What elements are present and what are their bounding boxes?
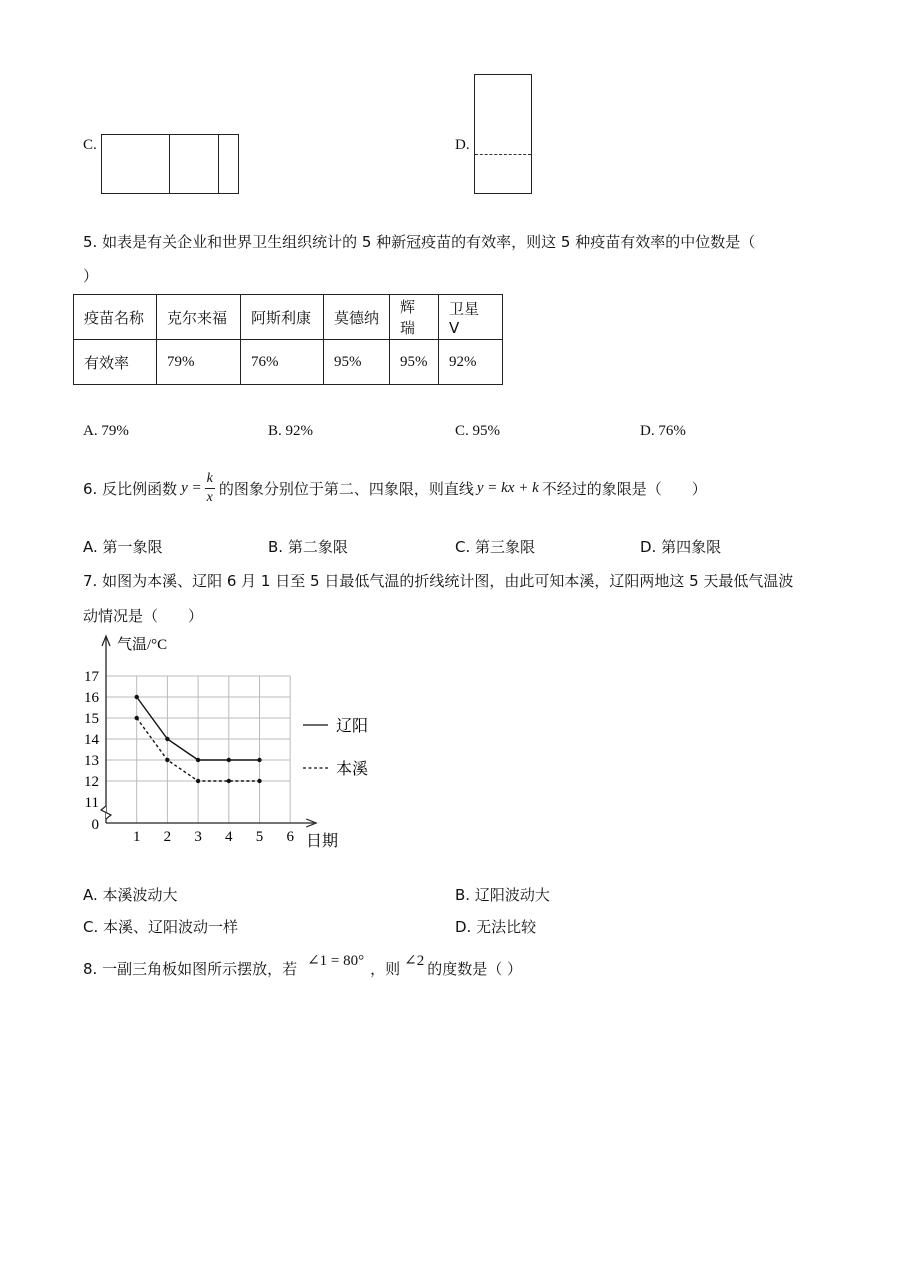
dashed-line (475, 154, 531, 155)
data-point (165, 737, 169, 741)
q6-middle: 的图象分别位于第二、四象限，则直线 (218, 479, 474, 498)
chart-ticks (84, 669, 294, 845)
q6-option-a[interactable]: A. 第一象限 (83, 538, 163, 556)
legend-label: 辽阳 (336, 718, 369, 735)
q6-stem (83, 460, 707, 516)
q8-middle: ，则 (370, 959, 401, 978)
y-tick-label: 16 (84, 690, 99, 706)
table-cell: 有效率 (74, 340, 157, 385)
table-cell: 92% (439, 340, 503, 385)
divider-line (169, 135, 170, 193)
y-axis-label: 气温/°C (117, 637, 168, 653)
q8-angle1: ∠1 = 80° (307, 952, 365, 969)
q8-prefix: 8. 一副三角板如图所示摆放，若 (83, 959, 298, 978)
chart-axes (101, 636, 316, 827)
option-c-figure (101, 134, 239, 194)
q5-option-d[interactable]: D. 76% (640, 423, 686, 439)
option-c-label: C. (83, 137, 97, 153)
q5-stem: 5. 如表是有关企业和世界卫生组织统计的 5 种新冠疫苗的有效率，则这 5 种疫苗有效率的中位数是（ (83, 233, 756, 251)
y-tick-label: 11 (84, 795, 99, 811)
table-cell: 79% (157, 340, 241, 385)
q5-option-b[interactable]: B. 92% (268, 423, 313, 439)
temperature-line-chart (75, 630, 395, 855)
vaccine-table (73, 294, 503, 385)
x-tick-label: 5 (255, 829, 264, 845)
y-tick-label: 15 (84, 711, 99, 727)
q6-function-lhs: y = (181, 479, 202, 496)
q6-option-c[interactable]: C. 第三象限 (455, 538, 536, 556)
q5-option-c[interactable]: C. 95% (455, 423, 500, 439)
q6-fraction (205, 470, 215, 507)
y-tick-label: 17 (84, 669, 99, 685)
data-point (165, 758, 169, 762)
axis-break (101, 806, 111, 819)
x-tick-label: 2 (163, 829, 172, 845)
table-cell: 辉瑞 (390, 295, 439, 340)
table-cell: 克尔来福 (157, 295, 241, 340)
q6-option-b[interactable]: B. 第二象限 (268, 538, 348, 556)
data-point (227, 758, 231, 762)
option-d-label: D. (455, 137, 470, 153)
table-cell: 卫星 V (439, 295, 503, 340)
legend-label: 本溪 (336, 761, 369, 778)
data-point (227, 779, 231, 783)
table-row (74, 295, 503, 340)
x-axis-label: 日期 (306, 833, 339, 850)
data-point (196, 758, 200, 762)
x-tick-label: 3 (194, 829, 202, 845)
y-tick-label: 13 (84, 753, 99, 769)
divider-line (218, 135, 219, 193)
q7-option-c[interactable]: C. 本溪、辽阳波动一样 (83, 918, 239, 936)
q7-stem-line2: 动情况是（ ） (83, 607, 204, 625)
q6-fraction-numerator: k (205, 470, 215, 489)
table-cell: 95% (390, 340, 439, 385)
q7-option-d[interactable]: D. 无法比较 (455, 918, 537, 936)
data-point (257, 758, 261, 762)
q8-angle2: ∠2 (404, 952, 425, 969)
chart-legend (303, 717, 368, 778)
table-cell: 莫德纳 (324, 295, 390, 340)
y-tick-label: 14 (84, 732, 99, 748)
q8-stem (83, 948, 522, 988)
table-cell: 95% (324, 340, 390, 385)
x-tick-label: 1 (132, 829, 141, 845)
q7-option-a[interactable]: A. 本溪波动大 (83, 886, 178, 904)
x-tick-label: 4 (225, 829, 233, 845)
q8-suffix: 的度数是（ ） (427, 959, 522, 978)
q6-option-d[interactable]: D. 第四象限 (640, 538, 722, 556)
q6-line-equation: y = kx + k (476, 479, 539, 496)
q5-option-a[interactable]: A. 79% (83, 423, 129, 439)
data-point (135, 695, 139, 699)
y-tick-label: 12 (84, 774, 99, 790)
y-tick-label: 0 (91, 817, 99, 833)
q6-prefix: 6. 反比例函数 (83, 479, 178, 498)
x-tick-label: 6 (286, 829, 294, 845)
q7-stem-line1: 7. 如图为本溪、辽阳 6 月 1 日至 5 日最低气温的折线统计图，由此可知本溪，辽阳两地这 5 天最低气温波 (83, 572, 794, 590)
option-d-figure (474, 74, 532, 194)
q6-fraction-denominator: x (206, 489, 213, 505)
table-row (74, 340, 503, 385)
data-point (257, 779, 261, 783)
data-point (196, 779, 200, 783)
table-cell: 疫苗名称 (74, 295, 157, 340)
q5-stem-close: ） (83, 267, 99, 285)
chart-grid (106, 676, 290, 823)
table-cell: 阿斯利康 (241, 295, 324, 340)
q6-suffix: 不经过的象限是（ ） (541, 479, 707, 498)
data-point (135, 716, 139, 720)
table-cell: 76% (241, 340, 324, 385)
q7-option-b[interactable]: B. 辽阳波动大 (455, 886, 550, 904)
